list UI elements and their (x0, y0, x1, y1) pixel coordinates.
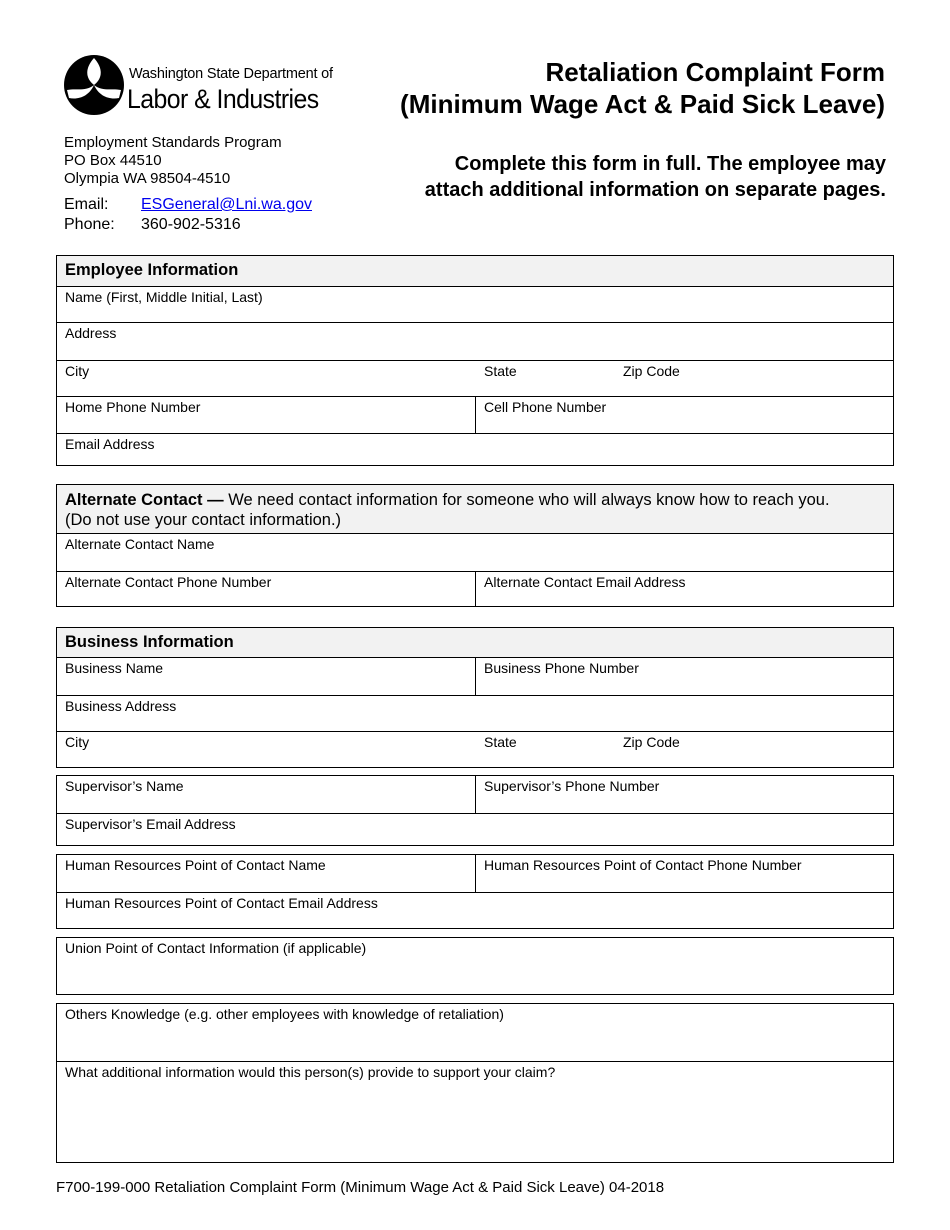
contact-phone-row (64, 216, 241, 234)
supervisor-email-row (57, 813, 893, 845)
alternate-contact-section (56, 484, 894, 607)
others-knowledge-row (57, 1004, 893, 1061)
employee-state-field[interactable]: State (484, 363, 517, 379)
city-state-zip: Olympia WA 98504-4510 (64, 170, 231, 187)
employee-phone-row (57, 396, 893, 433)
employee-section-heading: Employee Information (57, 256, 893, 287)
po-box: PO Box 44510 (64, 152, 162, 169)
employee-home-phone-field[interactable]: Home Phone Number (65, 399, 201, 415)
lni-logo-icon (63, 54, 125, 116)
business-name-row (57, 658, 893, 695)
hr-email-row (57, 892, 893, 928)
contact-email-row (64, 196, 312, 214)
logo-department-text: Washington State Department of (129, 66, 333, 82)
additional-info-row (57, 1061, 893, 1162)
alternate-contact-row (57, 571, 893, 606)
supervisor-name-field[interactable]: Supervisor’s Name (65, 778, 184, 794)
hr-email-field[interactable]: Human Resources Point of Contact Email Address (65, 895, 378, 911)
supervisor-name-row (57, 776, 893, 813)
alternate-email-field[interactable]: Alternate Contact Email Address (475, 572, 894, 606)
business-section (56, 627, 894, 768)
employee-address-row (57, 323, 893, 360)
form-instructions (425, 151, 886, 203)
hr-section (56, 854, 894, 929)
email-link[interactable]: ESGeneral@Lni.wa.gov (141, 196, 312, 213)
employee-email-row (57, 433, 893, 465)
form-footer: F700-199-000 Retaliation Complaint Form (Minimum Wage Act & Paid Sick Leave) 04-2018 (56, 1179, 665, 1196)
instructions-line-1: Complete this form in full. The employee may (454, 153, 886, 175)
agency-logo (63, 54, 333, 118)
others-knowledge-field[interactable]: Others Knowledge (e.g. other employees with knowledge of retaliation) (65, 1006, 504, 1022)
phone-label: Phone: (64, 216, 115, 233)
employee-name-row (57, 287, 893, 323)
business-phone-field[interactable]: Business Phone Number (475, 658, 894, 695)
program-address (64, 134, 282, 188)
supervisor-email-field[interactable]: Supervisor’s Email Address (65, 816, 236, 832)
employee-city-row (57, 360, 893, 396)
program-name: Employment Standards Program (64, 134, 282, 151)
business-city-row (57, 731, 893, 767)
employee-city-field[interactable]: City (65, 363, 90, 379)
union-section (56, 937, 894, 995)
union-info-field[interactable]: Union Point of Contact Information (if applicable) (65, 940, 367, 956)
alternate-name-field[interactable]: Alternate Contact Name (65, 536, 215, 552)
business-section-heading: Business Information (57, 628, 893, 658)
page-title (400, 56, 885, 120)
alternate-contact-heading: Alternate Contact — We need contact information for someone who will always know how to reach you. (Do not use your contact information.) (57, 485, 893, 534)
logo-agency-text: Labor & Industries (127, 84, 319, 114)
employee-name-field[interactable]: Name (First, Middle Initial, Last) (65, 289, 263, 305)
hr-phone-field[interactable]: Human Resources Point of Contact Phone Number (475, 855, 894, 892)
employee-email-field[interactable]: Email Address (65, 436, 155, 452)
business-city-field[interactable]: City (65, 734, 90, 750)
hr-name-field[interactable]: Human Resources Point of Contact Name (65, 857, 326, 873)
supervisor-phone-field[interactable]: Supervisor’s Phone Number (475, 776, 894, 813)
additional-info-field[interactable]: What additional information would this person(s) provide to support your claim? (65, 1064, 556, 1080)
business-address-field[interactable]: Business Address (65, 698, 177, 714)
email-label: Email: (64, 196, 109, 213)
phone-value: 360-902-5316 (141, 216, 241, 233)
supervisor-section (56, 775, 894, 846)
business-address-row (57, 695, 893, 731)
employee-cell-phone-field[interactable]: Cell Phone Number (475, 397, 894, 433)
business-zip-field[interactable]: Zip Code (623, 734, 680, 750)
employee-zip-field[interactable]: Zip Code (623, 363, 680, 379)
employee-section (56, 255, 894, 466)
others-section (56, 1003, 894, 1163)
instructions-line-2: attach additional information on separate pages. (424, 179, 886, 201)
hr-name-row (57, 855, 893, 892)
title-line-2: (Minimum Wage Act & Paid Sick Leave) (400, 89, 885, 119)
union-row (57, 938, 893, 994)
business-state-field[interactable]: State (484, 734, 517, 750)
employee-address-field[interactable]: Address (65, 325, 117, 341)
title-line-1: Retaliation Complaint Form (545, 57, 885, 87)
alternate-name-row (57, 534, 893, 571)
business-name-field[interactable]: Business Name (65, 660, 164, 676)
alternate-phone-field[interactable]: Alternate Contact Phone Number (65, 574, 272, 590)
